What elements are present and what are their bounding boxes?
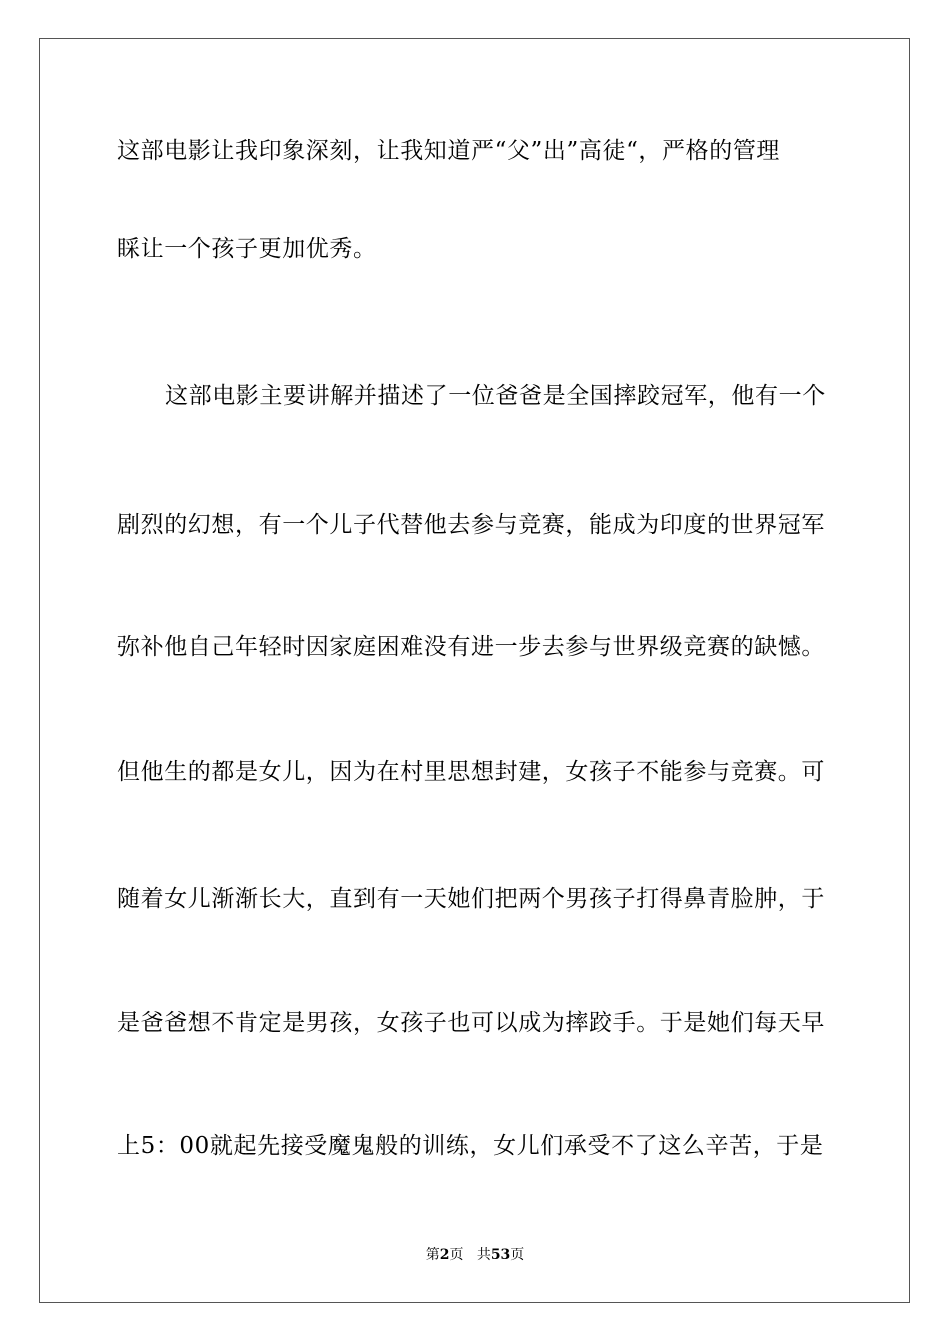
text-line-9: 上5：00就起先接受魔鬼般的训练，女儿们承受不了这么辛苦，于是	[117, 1133, 824, 1159]
text-line-1: 这部电影让我印象深刻，让我知道严“父”出”高徒“，严格的管理	[117, 138, 781, 164]
total-pages: 53	[490, 1247, 511, 1263]
text-line-6: 但他生的都是女儿，因为在村里思想封建，女孩子不能参与竞赛。可	[117, 759, 825, 785]
page-suffix: 页	[449, 1247, 464, 1263]
page-prefix: 第	[425, 1247, 440, 1263]
total-suffix: 页	[510, 1247, 525, 1263]
text-line-7: 随着女儿渐渐长大，直到有一天她们把两个男孩子打得鼻青脸肿，于	[117, 886, 825, 912]
text-line-4: 剧烈的幻想，有一个儿子代替他去参与竞赛，能成为印度的世界冠军	[117, 512, 825, 538]
page-footer	[0, 1246, 950, 1264]
page-number: 2	[439, 1247, 450, 1263]
text-line-2: 睬让一个孩子更加优秀。	[117, 236, 377, 262]
text-line-3: 这部电影主要讲解并描述了一位爸爸是全国摔跤冠军，他有一个	[165, 383, 826, 409]
text-line-8: 是爸爸想不肯定是男孩，女孩子也可以成为摔跤手。于是她们每天早	[117, 1010, 825, 1036]
text-line-5: 弥补他自己年轻时因家庭困难没有进一步去参与世界级竞赛的缺憾。	[117, 634, 825, 660]
total-prefix: 共	[476, 1247, 491, 1263]
page-frame	[39, 38, 910, 1303]
